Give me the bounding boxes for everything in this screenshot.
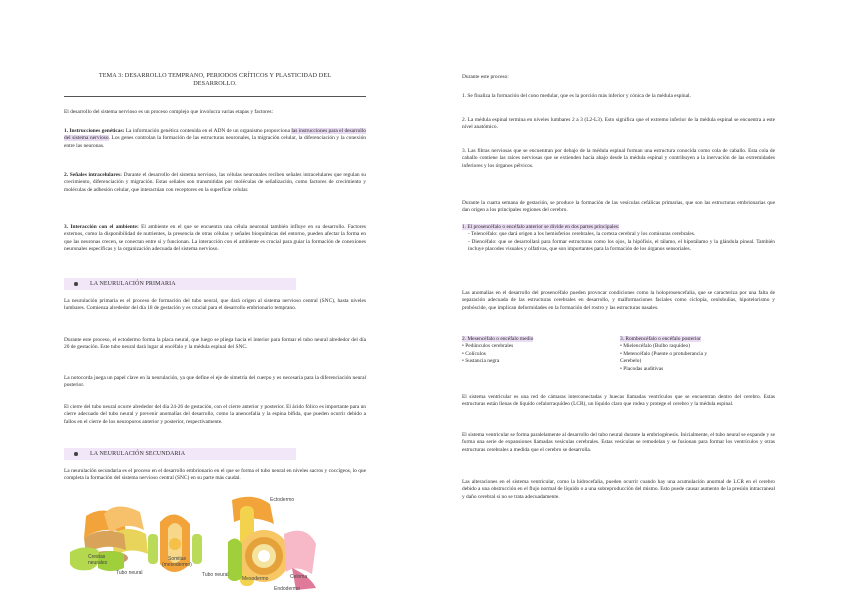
panel-neural-folds <box>70 506 148 571</box>
genetic-highlight: las instrucciones para el desarrollo del sistema nervioso <box>64 128 367 142</box>
diencephalon-text: - Diencéfalo: que se desarrollará para formar estructuras como los ojos, la hipófisis, el tálamo, el hipotálamo y la glándula pineal. También incluye placodes visuales y olfativas, que son importantes para la formación de los órganos sensoriales. <box>468 238 775 253</box>
neurulation-figure <box>64 494 332 594</box>
list-item: • Mielencéfalo (Bulbo raquídeo) <box>620 343 690 350</box>
label-somitas: Somitas <box>168 556 187 562</box>
list-item: • Metencéfalo (Puente o protuberancia y <box>620 350 708 357</box>
right-paragraph-8: El sistema ventricular es una red de cámaras interconectadas y huecas llamadas ventrículos que se encuentran dentro del cerebro. Estas estructuras están llenas de líquido cefalorraquídeo (LCR), un líquido claro que rodea y protege el cerebro y la médula espinal. <box>462 394 775 408</box>
list-item: • Placodas auditivas <box>620 365 664 372</box>
right-paragraph-2: 1. Se finaliza la formación del cono medular, que es la porción más inferior y cónica de la médula espinal. <box>462 93 691 99</box>
label-endodermo: Endodermo <box>274 586 300 592</box>
bullet-icon <box>74 452 78 456</box>
paragraph-intracellular-signals <box>64 172 366 194</box>
primary-paragraph-1: La neurulación primaria es el proceso de formación del tubo neural, que dará origen al sistema nervioso central (SNC), hasta niveles lumbares. Comienza alrededor del día 18 de gestación y es crucial para el desarrollo embrionario temprano. <box>64 298 366 312</box>
intracellular-text: Durante el desarrollo del sistema nervioso, las células neuronales reciben señales intracelulares que regulan su crecimiento, diferenciación y migración. Estas señales son transmitidas por moléculas de señalización, como factores de crecimiento y moléculas de adhesión celular, que interactúan con receptores en la superficie celular. <box>64 172 366 193</box>
paragraph-environment <box>64 224 366 254</box>
right-paragraph-9: El sistema ventricular se forma paralelamente al desarrollo del tubo neural durante la embriogénesis. Inicialmente, el tubo neural se expande y se forma una serie de expansiones llamadas vesículas cerebrales. Estas vesículas se remodelan y se fusionan para formar los ventrículos y otras estructuras cerebrales a medida que el cerebro se desarrolla. <box>462 432 775 453</box>
right-paragraph-3: 2. La médula espinal termina en niveles lumbares 2 a 3 (L2-L3). Esto significa que el extremo inferior de la médula espinal se encuentra a este nivel anatómico. <box>462 117 775 131</box>
genetic-text-a: La información genética contenida en el ADN de un organismo proporciona <box>124 128 292 134</box>
title-line-2: DESARROLLO. <box>193 80 237 87</box>
label-mesodermo: Mesodermo <box>242 576 269 582</box>
right-paragraph-7: Las anomalías en el desarrollo del prosencéfalo pueden provocar condiciones como la holoprosencefalia, que se caracteriza por una falta de separación adecuada de las estructuras cerebrales en desarrollo, y malformaciones faciales como ciclopía, cenlobulias, hipotelorismo y probóscide, que implican deformidades en la formación del rostro y las estructuras nasales. <box>462 290 775 311</box>
prosencephalon-block <box>462 224 775 254</box>
list-item: • Pedúnculos cerebrales <box>462 343 514 350</box>
label-neurales: neurales <box>88 560 108 566</box>
mesencephalon-heading: 2. Mesencéfalo o encéfalo medio <box>462 336 534 342</box>
list-item: Cerebelo) <box>620 358 642 365</box>
intro-paragraph: El desarrollo del sistema nervioso es un proceso complejo que involucra varias etapas y factores: <box>64 109 273 115</box>
environment-text: El ambiente en el que se encuentra una célula neuronal también influye en su desarrollo. Factores externos, como la disponibilidad de nutrientes, la presencia de otras células y señales bioquímicas del entorno, pueden afectar la forma en que las neuronas crecen, se conectan entre sí y funcionan. La interacción con el ambiente es crucial para guiar la formación de conexiones neuronales específicas y la organización adecuada del sistema nervioso. <box>64 224 366 253</box>
title-line-1: TEMA 3: DESARROLLO TEMPRANO, PERIODOS CRÍTICOS Y PLASTICIDAD DEL <box>98 72 332 79</box>
label-mesodermo-paren: (mesodermo) <box>162 562 192 568</box>
label-tubo-neural-1: Tubo neural <box>116 570 143 576</box>
genetic-text-b: . Los genes controlan la formación de las estructuras neuronales, la migración celular, la diferenciación y la conexión entre las neuronas. <box>64 135 367 149</box>
bullet-icon <box>74 282 78 286</box>
secondary-paragraph-1: La neurulación secundaria es el proceso en el desarrollo embrionario en el que se forma el tubo neural en niveles sacros y coccígeos, lo que completa la formación del sistema nervioso central (SNC) en su parte más caudal. <box>64 468 366 482</box>
rhombencephalon-block <box>620 336 775 373</box>
prosencephalon-heading: 1. El prosencéfalo o encéfalo anterior se divide en dos partes principales: <box>462 224 620 230</box>
right-paragraph-10: Las alteraciones en el sistema ventricular, como la hidrocefalia, pueden ocurrir cuando hay una acumulación anormal de LCR en el cerebro debido a una obstrucción en el flujo normal de líquido o a una sobreproducción del mismo. Esto puede causar aumento de la presión intracraneal y daño cerebral si no se trata adecuadamente. <box>462 479 775 500</box>
document-title <box>64 72 366 88</box>
primary-paragraph-3: La notocorda juega un papel clave en la neurulación, ya que define el eje de simetría del cuerpo y es necesaria para la diferenciación neural posterior. <box>64 375 366 389</box>
rhombencephalon-list <box>620 343 775 373</box>
label-crestas: Crestas <box>88 554 106 560</box>
title-divider <box>64 96 366 97</box>
right-paragraph-4: 3. Las fibras nerviosas que se encuentran por debajo de la médula espinal forman una estructura conocida como cola de caballo. Esta cola de caballo contiene las raíces nerviosas que se extienden hacia abajo desde la médula espinal y contribuyen a la inervación de las extremidades inferiores y los órganos pélvicos. <box>462 148 775 169</box>
genetic-instructions-heading: 1. Instrucciones genéticas: <box>64 128 125 134</box>
environment-heading: 3. Interacción con el ambiente: <box>64 224 139 230</box>
intracellular-signals-heading: 2. Señales intracelulares: <box>64 172 122 178</box>
label-celoma: Celoma <box>290 574 308 580</box>
mesencephalon-list <box>462 343 612 365</box>
right-paragraph-1: Durante este proceso: <box>462 74 509 80</box>
rhombencephalon-heading: 3. Rombencéfalo o encéfalo posterior <box>620 336 701 342</box>
right-paragraph-5: Durante la cuarta semana de gestación, se produce la formación de las vesículas cefálicas primarias, que son las estructuras embrionarias que dan origen a los principales regiones del cerebro. <box>462 200 775 214</box>
primary-paragraph-4: El cierre del tubo neural ocurre alrededor del día 24-26 de gestación, con el cierre anterior y posterior. El ácido fólico es importante para un cierre adecuado del tubo neural y prevenir anomalías del desarrollo, como la anencefalia y la espina bífida, que pueden ocurrir debido a fallos en el cierre de los neuroporos anterior y posterior, respectivamente. <box>64 404 366 425</box>
label-ectodermo: Ectodermo <box>270 497 295 503</box>
paragraph-genetic-instructions <box>64 128 366 150</box>
section-heading-secondary <box>64 448 296 460</box>
label-tubo-neural-2: Tubo neural <box>202 572 229 578</box>
section-heading-primary <box>64 278 296 290</box>
list-item: • Colículos <box>462 350 486 357</box>
section-label: LA NEURULACIÓN SECUNDARIA <box>90 451 186 457</box>
primary-paragraph-2: Durante este proceso, el ectodermo forma la placa neural, que luego se pliega hacia el interior para formar el tubo neural alrededor del día 20 de gestación. Este tubo neural dará lugar al encéfalo y la médula espinal del SNC. <box>64 337 366 351</box>
telencephalon-text: - Telencéfalo: que dará origen a los hemisferios cerebrales, la corteza cerebral y los comisuras cerebrales. <box>468 231 696 238</box>
mesencephalon-block <box>462 336 612 366</box>
section-label: LA NEURULACIÓN PRIMARIA <box>90 281 176 287</box>
list-item: • Sustancia negra <box>462 358 500 365</box>
